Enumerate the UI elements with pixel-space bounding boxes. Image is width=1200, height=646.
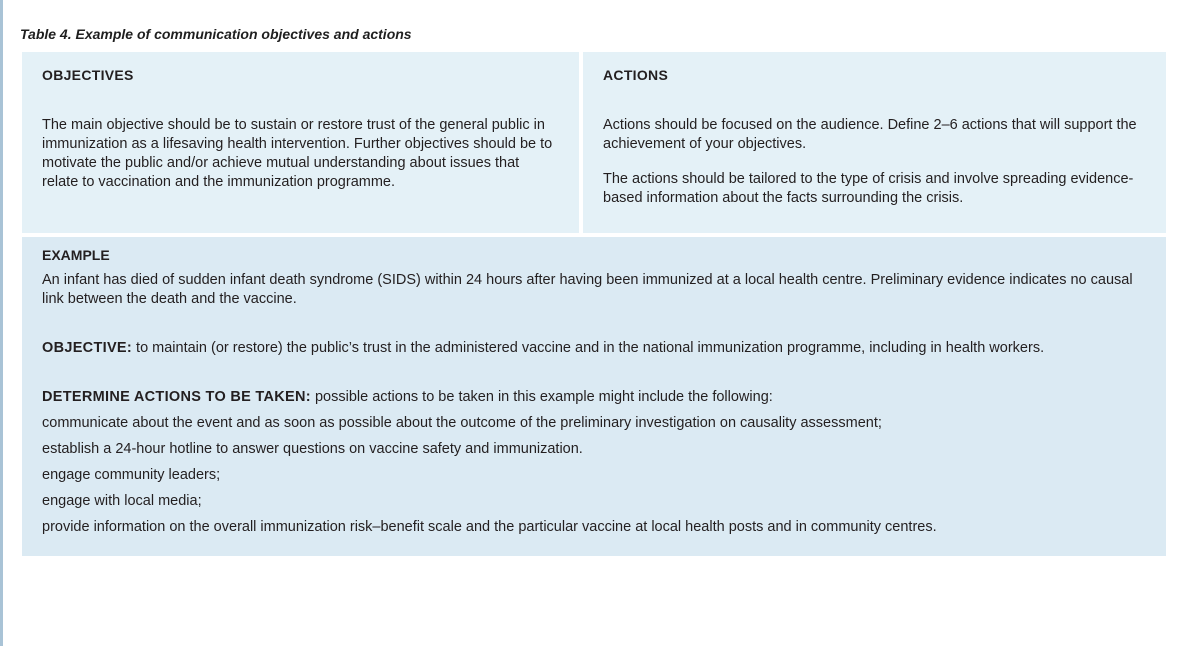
- example-cell: [22, 237, 1166, 556]
- actions-label: DETERMINE ACTIONS TO BE TAKEN:: [42, 389, 311, 405]
- action-item: engage with local media;: [42, 493, 202, 509]
- objectives-cell: [22, 52, 579, 233]
- actions-intro-text: possible actions to be taken in this example might include the following:: [310, 389, 773, 405]
- example-objective: [42, 339, 1146, 358]
- objective-text: to maintain (or restore) the public’s trust in the administered vaccine and in the national immunization programme, including in health workers.: [132, 340, 1045, 356]
- objectives-text: The main objective should be to sustain or restore trust of the general public in immunization as a lifesaving health intervention. Further objectives should be to motivate the public and/or achieve mutual understanding about issues that relate to vaccination and the immunization programme.: [42, 117, 553, 190]
- objectives-heading: OBJECTIVES: [42, 67, 134, 83]
- example-text: An infant has died of sudden infant death syndrome (SIDS) within 24 hours after having been immunized at a local health centre. Preliminary evidence indicates no causal link between the death and the vaccine.: [42, 272, 1133, 307]
- actions-para-1: Actions should be focused on the audience. Define 2–6 actions that will support the achievement of your objectives.: [603, 117, 1137, 152]
- example-heading: EXAMPLE: [42, 247, 110, 263]
- actions-heading: ACTIONS: [603, 67, 669, 83]
- example-actions-intro: [42, 388, 1146, 407]
- objectives-actions-table: [22, 52, 1166, 556]
- table-caption: Table 4. Example of communication objectives and actions: [20, 26, 412, 42]
- actions-para-2: The actions should be tailored to the type of crisis and involve spreading evidence-based information about the facts surrounding the crisis.: [603, 171, 1134, 206]
- objective-label: OBJECTIVE:: [42, 340, 133, 356]
- action-item: provide information on the overall immunization risk–benefit scale and the particular vaccine at local health posts and in community centres.: [42, 519, 937, 535]
- action-item: establish a 24-hour hotline to answer questions on vaccine safety and immunization.: [42, 441, 583, 457]
- page-left-border: [0, 0, 3, 646]
- action-item: communicate about the event and as soon as possible about the outcome of the preliminary investigation on causality assessment;: [42, 415, 882, 431]
- action-item: engage community leaders;: [42, 467, 221, 483]
- actions-cell: [583, 52, 1166, 233]
